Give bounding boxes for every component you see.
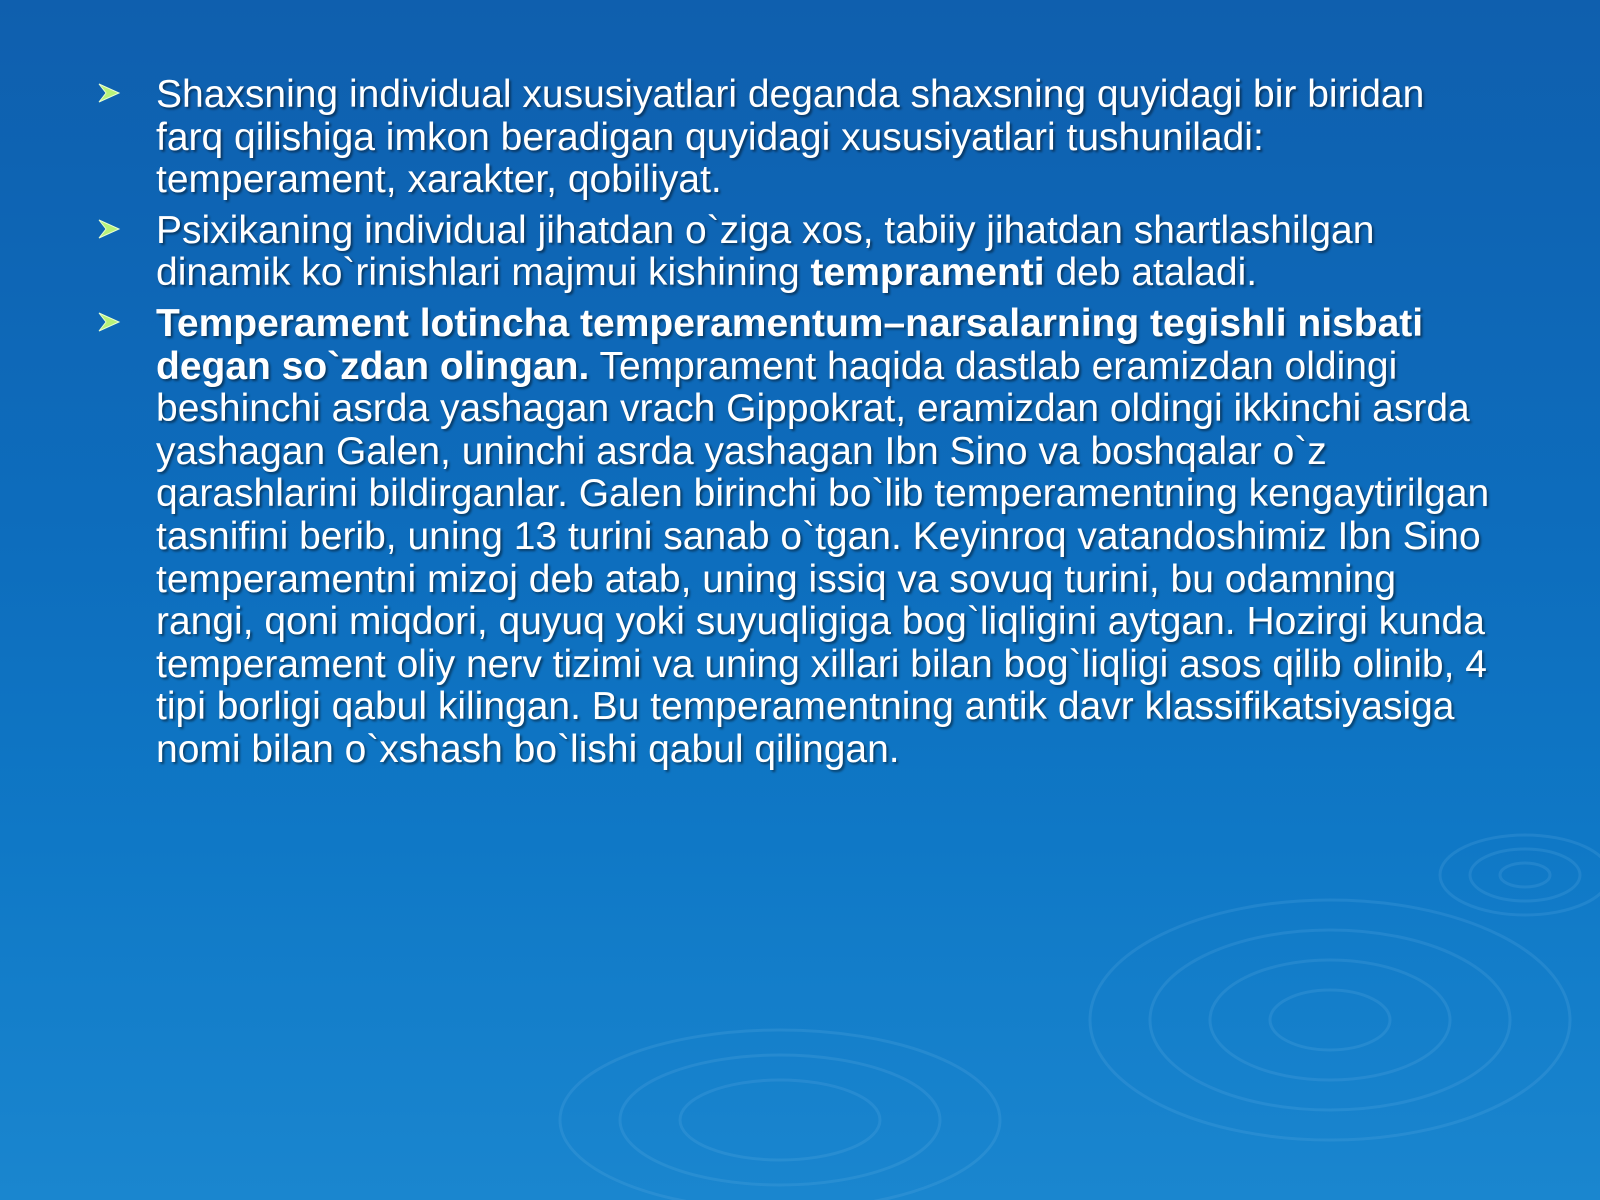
chevron-arrow-icon xyxy=(96,210,156,242)
bullet-text-regular: Shaxsning individual xususiyatlari deganda shaxsning quyidagi bir biridan farq qilishiga imkon beradigan quyidagi xususiyatlari tushuniladi: temperament, xarakter, qobiliyat. xyxy=(156,73,1425,202)
bullet-text-regular: Temprament haqida dastlab eramizdan oldingi beshinchi asrda yashagan vrach Gippokrat, eramizdan oldingi ikkinchi asrda yashagan Galen, uninchi asrda yashagan Ibn Sino va boshqalar o`z qarashlarini bildirganlar. Galen birinchi bo`lib temperamentning kengaytirilgan tasnifini berib, uning 13 turini sanab o`tgan. Keyinroq vatandoshimiz Ibn Sino temperamentni mizoj deb atab, uning issiq va sovuq turini, bu odamning rangi, qoni miqdori, quyuq yoki suyuqligiga bog`liqligini aytgan. Hozirgi kunda temperament oliy nerv tizimi va uning xillari bilan bog`liqligi asos qilib olinib, 4 tipi borligi qabul kilingan. Bu temperamentning antik davr klassifikatsiyasiga nomi bilan o`xshash bo`lishi qabul qilingan. xyxy=(156,344,1490,771)
bullet-text-regular: Psixikaning individual jihatdan o`ziga xos, tabiiy jihatdan shartlashilgan dinamik ko`rinishlari majmui kishining xyxy=(156,208,1375,295)
chevron-arrow-icon xyxy=(96,74,156,106)
bullet-item-1 xyxy=(96,74,1496,202)
chevron-arrow-icon xyxy=(96,303,156,335)
bullet-item-2 xyxy=(96,210,1496,295)
bullet-text xyxy=(156,74,1496,202)
bullet-text xyxy=(156,210,1496,295)
bullet-item-3 xyxy=(96,303,1496,772)
bullet-text-regular: deb ataladi. xyxy=(1044,251,1258,295)
bullet-text-bold: tempramenti xyxy=(810,251,1045,295)
bullet-text-bold: Temperament lotincha temperamentum–narsalarning tegishli nisbati degan so`zdan olingan. xyxy=(156,301,1424,388)
slide-content xyxy=(96,74,1496,780)
bullet-text xyxy=(156,303,1496,772)
